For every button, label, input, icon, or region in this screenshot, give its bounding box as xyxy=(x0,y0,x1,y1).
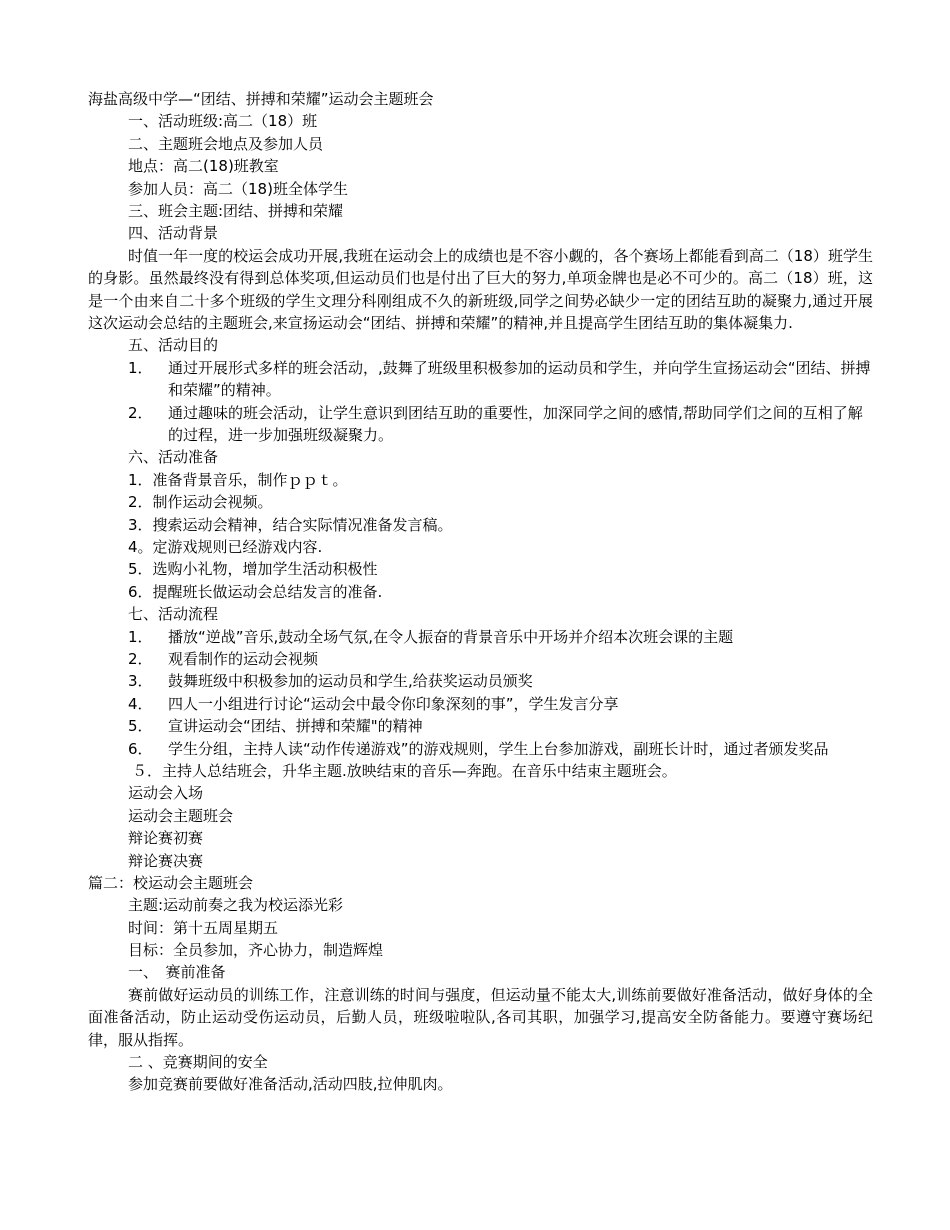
goal-text: 通过开展形式多样的班会活动，,鼓舞了班级里积极参加的运动员和学生，并向学生宣扬运动会“团结、拼搏和荣耀”的精神。 xyxy=(168,358,871,400)
prep-item: 3．搜索运动会精神，结合实际情况准备发言稿。 xyxy=(128,515,453,534)
goals-list xyxy=(88,357,873,447)
part-2-safety-line: 参加竞赛前要做好准备活动,活动四肢,拉伸肌肉。 xyxy=(128,1075,453,1094)
extra-item: 辩论赛初赛 xyxy=(128,829,204,848)
part-2-title: 篇二：校运动会主题班会 xyxy=(88,873,254,892)
part-2-section-1-heading: 一、 赛前准备 xyxy=(128,963,226,982)
flow-item xyxy=(128,738,873,760)
section-1-heading: 一、活动班级:高二（18）班 xyxy=(128,112,318,131)
goal-text: 通过趣味的班会活动，让学生意识到团结互助的重要性，加深同学之间的感情,帮助同学们之间的互相了解的过程，进一步加强班级凝聚力。 xyxy=(168,403,863,444)
part-2-time: 时间：第十五周星期五 xyxy=(128,918,279,937)
prep-item: 2．制作运动会视频。 xyxy=(128,493,273,512)
flow-text: 鼓舞班级中积极参加的运动员和学生,给获奖运动员颁奖 xyxy=(168,672,533,691)
part-2-theme: 主题:运动前奏之我为校运添光彩 xyxy=(128,896,344,915)
flow-text: 播放“逆战”音乐,鼓动全场气氛,在令人振奋的背景音乐中开场并介绍本次班会课的主题 xyxy=(168,627,734,646)
part-2-goal: 目标：全员参加，齐心协力，制造辉煌 xyxy=(128,941,384,960)
extra-item: 辩论赛决赛 xyxy=(128,851,204,870)
flow-text: 观看制作的运动会视频 xyxy=(168,649,319,668)
flow-item xyxy=(128,626,873,648)
part-2-section-2-heading: 二 、竞赛期间的安全 xyxy=(128,1053,268,1072)
flow-number: 2． xyxy=(128,649,153,668)
flow-item xyxy=(128,715,873,737)
extra-item: 运动会入场 xyxy=(128,784,204,803)
section-6-heading: 六、活动准备 xyxy=(128,448,219,467)
extra-item: 运动会主题班会 xyxy=(128,806,234,825)
goal-number: 1． xyxy=(128,358,153,377)
flow-item xyxy=(128,693,873,715)
part-2-prep-paragraph: 赛前做好运动员的训练工作，注意训练的时间与强度，但运动量不能太大,训练前要做好准备活动，做好身体的全面准备活动，防止运动受伤运动员，后勤人员，班级啦啦队,各司其职，加强学习,提高安全防备能力。要遵守赛场纪律，服从指挥。 xyxy=(88,985,873,1049)
goal-item xyxy=(128,402,873,447)
document-title: 海盐高级中学—“团结、拼搏和荣耀”运动会主题班会 xyxy=(88,90,434,108)
flow-number: 1． xyxy=(128,627,153,646)
document-body xyxy=(88,88,873,1096)
flow-number: 6． xyxy=(128,739,153,758)
flow-item xyxy=(128,670,873,692)
section-4-heading: 四、活动背景 xyxy=(128,224,219,243)
place-line: 地点：高二(18)班教室 xyxy=(128,157,279,176)
flow-number: 5． xyxy=(128,717,153,736)
flow-text: 宣讲运动会“团结、拼搏和荣耀"的精神 xyxy=(168,717,423,736)
flow-text: 四人一小组进行讨论“运动会中最令你印象深刻的事”，学生发言分享 xyxy=(168,694,619,713)
flow-text: 学生分组，主持人读“动作传递游戏”的游戏规则，学生上台参加游戏，副班长计时，通过者颁发奖品 xyxy=(168,739,829,758)
flow-number: 4． xyxy=(128,694,153,713)
section-5-heading: 五、活动目的 xyxy=(128,336,219,355)
flow-closing-line: ５．主持人总结班会，升华主题.放映结束的音乐—奔跑。在音乐中结束主题班会。 xyxy=(132,761,677,780)
flow-item xyxy=(128,648,873,670)
prep-item: 5．选购小礼物，增加学生活动积极性 xyxy=(128,560,378,579)
flow-list xyxy=(88,626,873,760)
section-3-heading: 三、班会主题:团结、拼搏和荣耀 xyxy=(128,201,344,220)
prep-item: 4。定游戏规则已经游戏内容. xyxy=(128,537,323,556)
participants-line: 参加人员：高二（18)班全体学生 xyxy=(128,179,348,198)
prep-item: 6．提醒班长做运动会总结发言的准备. xyxy=(128,582,383,601)
section-2-heading: 二、主题班会地点及参加人员 xyxy=(128,134,324,153)
goal-number: 2． xyxy=(128,403,153,422)
goal-item xyxy=(128,357,873,402)
flow-number: 3． xyxy=(128,672,153,691)
prep-item: 1．准备背景音乐，制作ｐｐｔ。 xyxy=(128,470,348,489)
background-paragraph: 时值一年一度的校运会成功开展,我班在运动会上的成绩也是不容小觑的，各个赛场上都能看到高二（18）班学生的身影。虽然最终没有得到总体奖项,但运动员们也是付出了巨大的努力,单项金牌也是必不可少的。高二（18）班，这是一个由来自二十多个班级的学生文理分科刚组成不久的新班级,同学之间势必缺少一定的团结互助的凝聚力,通过开展这次运动会总结的主题班会,来宣扬运动会“团结、拼搏和荣耀”的精神,并且提高学生团结互助的集体凝集力. xyxy=(88,246,873,332)
section-7-heading: 七、活动流程 xyxy=(128,605,219,624)
